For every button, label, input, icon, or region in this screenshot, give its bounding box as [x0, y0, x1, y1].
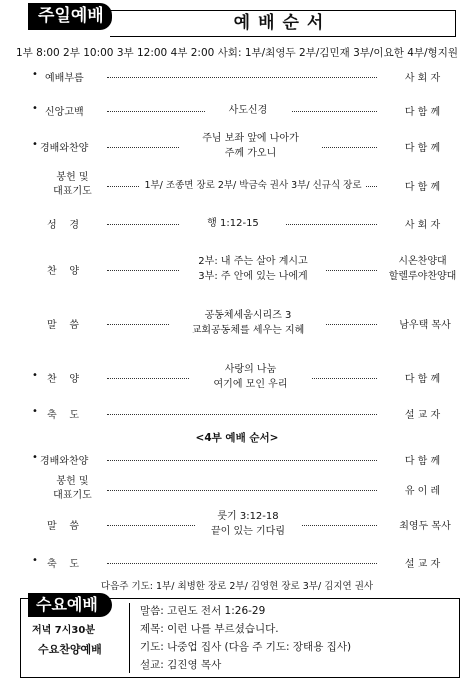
item-leader: 다 함 께	[404, 143, 441, 154]
item-label: 신앙고백	[45, 107, 84, 118]
item-leader: 다 함 께	[404, 456, 441, 467]
item-leader: 남우택 목사	[399, 320, 451, 331]
item-content: 2부: 내 주는 살아 계시고 3부: 주 안에 있는 나에게	[180, 254, 326, 284]
bullet-icon: •	[32, 452, 38, 463]
service-schedule: 1부 8:00 2부 10:00 3부 12:00 4부 2:00 사회: 1부/최영두 2부/김민재 3부/이요한 4부/형지원	[15, 47, 458, 59]
wednesday-service-name: 수요찬양예배	[38, 643, 102, 656]
item-label: 성 경	[47, 220, 80, 231]
wednesday-time: 저녁 7시30분	[32, 625, 95, 636]
item-content: 공동체세움시리즈 3 교회공동체를 세우는 지혜	[170, 308, 326, 338]
bullet-icon: •	[32, 555, 38, 566]
item-label: 찬 양	[47, 374, 80, 385]
item-leader: 사 회 자	[404, 73, 441, 84]
item-content: 사랑의 나눔 여기에 모인 우리	[190, 362, 311, 392]
item-leader: 다 함 께	[404, 374, 441, 385]
item-label: 예배부름	[45, 73, 84, 84]
item-content: 주님 보좌 앞에 나아가 주께 가오니	[180, 131, 321, 161]
item-content: 사도신경	[205, 103, 291, 118]
bullet-icon: •	[32, 69, 38, 80]
fourth-service-heading: <4부 예배 순서>	[195, 432, 279, 444]
item-label: 말 씀	[47, 521, 80, 532]
bullet-icon: •	[32, 370, 38, 381]
next-week-prayer: 다음주 기도: 1부/ 최병한 장로 2부/ 김영현 장로 3부/ 김지연 권사	[100, 581, 374, 592]
sunday-worship-tag: 주일예배	[28, 3, 112, 30]
bullet-icon: •	[32, 406, 38, 417]
bullet-icon: •	[32, 103, 38, 114]
wednesday-line: 말씀: 고린도 전서 1:26-29	[140, 605, 266, 617]
page-title: 예배순서	[110, 10, 456, 37]
item-content: 1부/ 조종면 장로 2부/ 박금숙 권사 3부/ 신규식 장로	[140, 178, 366, 193]
wednesday-line: 제목: 이런 나를 부르셨습니다.	[140, 623, 279, 635]
item-label: 봉헌 및 대표기도	[53, 476, 92, 501]
dotted-leader	[107, 77, 377, 78]
item-content: 행 1:12-15	[180, 216, 286, 231]
item-leader: 다 함 께	[404, 182, 441, 193]
wednesday-line: 기도: 나중업 집사 (다음 주 기도: 장태용 집사)	[140, 641, 352, 653]
item-leader: 최영두 목사	[399, 521, 451, 532]
item-label: 봉헌 및 대표기도	[53, 172, 92, 197]
dotted-leader	[107, 563, 377, 564]
item-leader: 다 함 께	[404, 107, 441, 118]
item-leader: 설 교 자	[404, 410, 441, 421]
item-leader: 유 이 레	[404, 486, 441, 497]
divider	[129, 603, 130, 673]
item-leader: 시온찬양대 할렐루야찬양대	[388, 256, 457, 282]
item-label: 찬 양	[47, 266, 80, 277]
item-label: 축 도	[47, 410, 80, 421]
dotted-leader	[107, 490, 377, 491]
item-label: 말 씀	[47, 320, 80, 331]
item-label: 경배와찬양	[40, 143, 89, 154]
item-leader: 사 회 자	[404, 220, 441, 231]
item-label: 경배와찬양	[40, 456, 89, 467]
dotted-leader	[107, 460, 377, 461]
dotted-leader	[107, 414, 377, 415]
wednesday-worship-tag: 수요예배	[28, 593, 112, 617]
item-leader: 설 교 자	[404, 559, 441, 570]
item-content: 룻기 3:12-18 끝이 있는 기다림	[195, 509, 301, 539]
wednesday-line: 설교: 김진영 목사	[140, 659, 222, 671]
bullet-icon: •	[32, 139, 38, 150]
item-label: 축 도	[47, 559, 80, 570]
